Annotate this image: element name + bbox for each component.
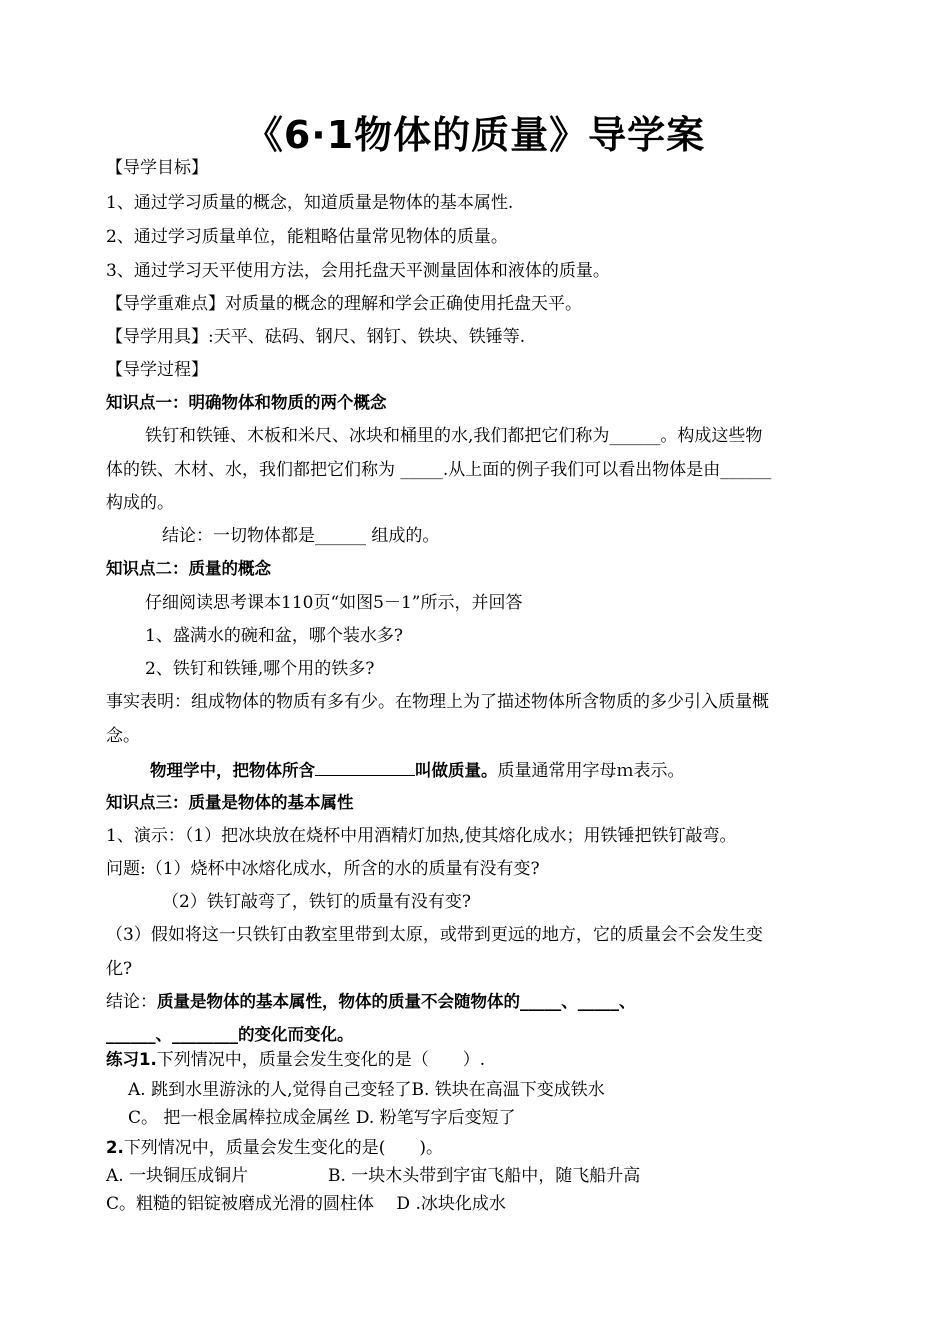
exercise-2-options: C。粗糙的铝锭被磨成光滑的圆柱体 D .冰块化成水	[106, 1194, 506, 1214]
kp2-fact-line: 事实表明：组成物体的物质有多有少。在物理上为了描述物体所含物质的多少引入质量概	[106, 692, 769, 712]
definition-tail: 质量通常用字母ｍ表示。	[497, 761, 685, 781]
difficulty-line: 【导学重难点】对质量的概念的理解和学会正确使用托盘天平。	[106, 294, 582, 314]
exercise-2-question	[106, 1140, 443, 1157]
kp2-question: 1、盛满水的碗和盆，哪个装水多?	[145, 626, 403, 646]
kp1-paragraph-line: 铁钉和铁锤、木板和米尺、冰块和桶里的水,我们都把它们称为______。构成这些物	[145, 426, 763, 446]
exercise-question-text: 下列情况中，质量会发生变化的是（ ）.	[156, 1050, 486, 1070]
kp2-heading: 知识点二：质量的概念	[106, 559, 271, 578]
exercise-question-text: 下列情况中，质量会发生变化的是( )。	[123, 1138, 444, 1158]
exercise-label: 2.	[106, 1138, 124, 1157]
kp3-conclusion-line	[106, 994, 636, 1011]
exercise-label: 练习1.	[106, 1050, 157, 1069]
exercise-1-question	[106, 1052, 485, 1069]
goal-item: 3、通过学习天平使用方法，会用托盘天平测量固体和液体的质量。	[106, 261, 610, 281]
kp3-question: 问题:（1）烧杯中冰熔化成水，所含的水的质量有没有变?	[106, 859, 540, 879]
kp2-question: 2、铁钉和铁锤,哪个用的铁多?	[145, 659, 375, 679]
kp3-heading: 知识点三：质量是物体的基本属性	[106, 793, 354, 812]
goal-item: 2、通过学习质量单位，能粗略估量常见物体的质量。	[106, 227, 508, 247]
kp1-conclusion: 结论：一切物体都是______ 组成的。	[162, 526, 440, 546]
goals-heading: 【导学目标】	[106, 158, 208, 178]
kp2-fact-line: 念。	[106, 726, 140, 746]
kp2-reading-instruction: 仔细阅读思考课本110页“如图5－1”所示，并回答	[145, 593, 523, 613]
kp2-definition	[150, 761, 685, 780]
exercise-1-options: C。 把一根金属棒拉成金属丝 D. 粉笔写字后变短了	[128, 1108, 516, 1128]
kp3-conclusion-line: ______、________的变化而变化。	[106, 1025, 354, 1044]
exercise-2-option-a: A. 一块铜压成铜片	[106, 1166, 249, 1186]
definition-bold-part: 物理学中，把物体所含	[150, 761, 315, 780]
process-heading: 【导学过程】	[106, 360, 208, 380]
conclusion-text: 质量是物体的基本属性，物体的质量不会随物体的_____、_____、	[157, 992, 636, 1011]
goal-item: 1、通过学习质量的概念，知道质量是物体的基本属性.	[106, 193, 514, 213]
page-title: 《6·1物体的质量》导学案	[244, 113, 706, 157]
definition-bold-part: 叫做质量。	[415, 761, 498, 780]
kp1-paragraph-line: 体的铁、木材、水，我们都把它们称为 _____.从上面的例子我们可以看出物体是由______	[106, 460, 772, 480]
kp3-question-line: （3）假如将这一只铁钉由教室里带到太原，或带到更远的地方，它的质量会不会发生变	[106, 925, 763, 945]
exercise-1-options: A. 跳到水里游泳的人,觉得自己变轻了B. 铁块在高温下变成铁水	[128, 1080, 605, 1100]
answer-blank[interactable]	[315, 761, 415, 776]
kp1-heading: 知识点一：明确物体和物质的两个概念	[106, 393, 387, 412]
conclusion-label: 结论：	[106, 992, 157, 1012]
kp1-paragraph-line: 构成的。	[106, 493, 174, 513]
kp3-demo: 1、演示：（1）把冰块放在烧杯中用酒精灯加热,使其熔化成水；用铁锤把铁钉敲弯。	[106, 826, 737, 846]
exercise-2-option-b: B. 一块木头带到宇宙飞船中，随飞船升高	[328, 1166, 641, 1186]
tools-line: 【导学用具】:天平、砝码、钢尺、钢钉、铁块、铁锤等.	[106, 327, 526, 347]
kp3-question-line: 化?	[106, 959, 133, 979]
kp3-question: （2）铁钉敲弯了，铁钉的质量有没有变?	[162, 892, 471, 912]
